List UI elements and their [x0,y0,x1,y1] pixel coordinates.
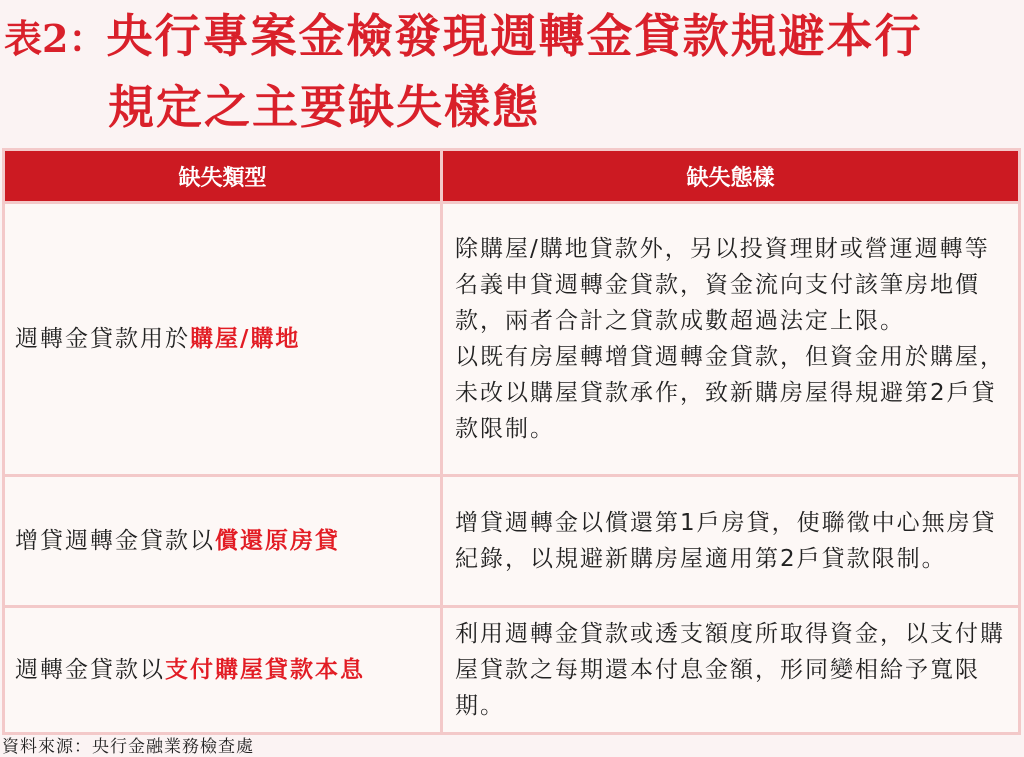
table-row [4,607,1020,734]
table-row [4,203,1020,476]
deficiency-table [2,148,1021,735]
deficiency-pattern-cell [442,476,1020,607]
title-label: 表2： [4,16,107,61]
pattern-paragraph: 利用週轉金貸款或透支額度所取得資金，以支付購屋貸款之每期還本付息金額，形同變相給予寬限期。 [455,621,1005,719]
header-deficiency-type: 缺失類型 [4,150,442,203]
deficiency-type-cell [4,476,442,607]
deficiency-pattern-cell [442,203,1020,476]
deficiency-type-cell [4,607,442,734]
pattern-paragraph: 以既有房屋轉增貸週轉金貸款，但資金用於購屋，未改以購屋貸款承作，致新購房屋得規避第2戶貸款限制。 [455,344,1005,442]
type-text: 週轉金貸款以 [15,657,165,683]
data-source-note: 資料來源：央行金融業務檢查處 [2,737,254,757]
deficiency-pattern-cell [442,607,1020,734]
type-highlight: 購屋/購地 [190,326,301,352]
title-line-2: 規定之主要缺失樣態 [108,80,540,134]
document-title [4,6,922,137]
pattern-paragraph: 增貸週轉金以償還第1戶房貸，使聯徵中心無房貸紀錄，以規避新購房屋適用第2戶貸款限制。 [455,510,997,572]
title-line-1 [4,6,922,77]
type-highlight: 支付購屋貸款本息 [165,657,365,683]
header-deficiency-pattern: 缺失態樣 [442,150,1020,203]
table-row [4,476,1020,607]
type-text: 週轉金貸款用於 [15,326,190,352]
type-text: 增貸週轉金貸款以 [15,528,215,554]
type-highlight: 償還原房貸 [215,528,340,554]
pattern-paragraph: 除購屋/購地貸款外，另以投資理財或營運週轉等名義申貸週轉金貸款，資金流向支付該筆房地價款，兩者合計之貸款成數超過法定上限。 [455,236,990,334]
deficiency-type-cell [4,203,442,476]
title-text-1: 央行專案金檢發現週轉金貸款規避本行 [106,9,923,63]
table-header-row [4,150,1020,203]
